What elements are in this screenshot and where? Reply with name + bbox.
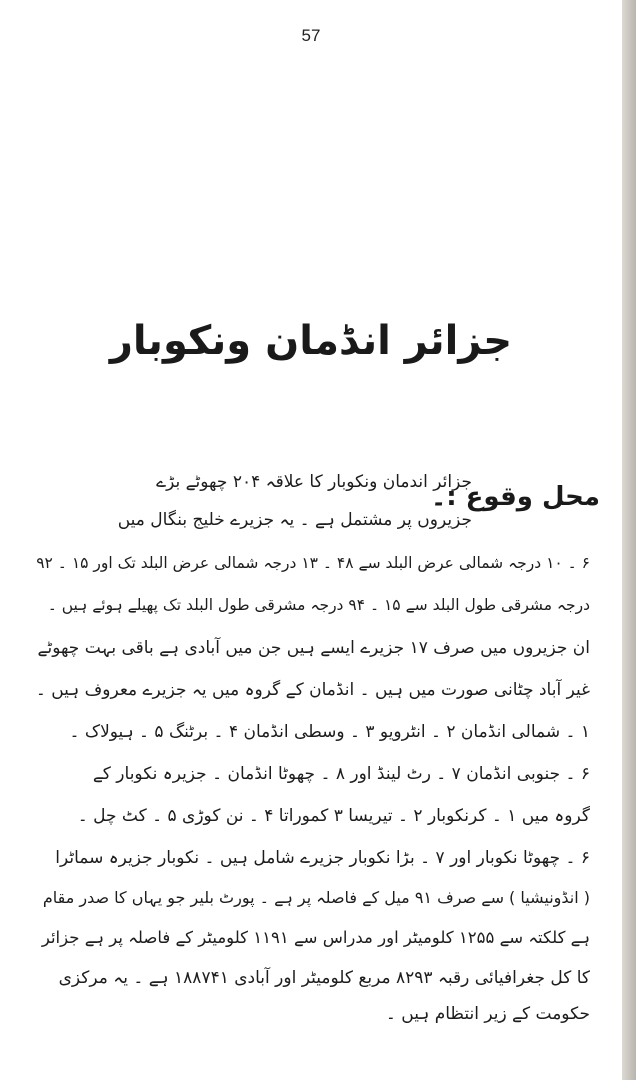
- text-line: درجہ مشرقی طول البلد سے ۱۵ ۔ ۹۴ درجہ مشرقی طول البلد تک پھیلے ہوئے ہیں ۔: [47, 596, 590, 614]
- text-line: ۶ ۔ چھوٹا نکوبار اور ۷ ۔ بڑا نکوبار جزیرے شامل ہیں ۔ نکوبار جزیرہ سماٹرا: [55, 848, 590, 868]
- text-line: جزائر اندمان ونکوبار کا علاقہ ۲۰۴ چھوٹے بڑے: [156, 472, 472, 492]
- text-line: ہے کلکتہ سے ۱۲۵۵ کلومیٹر اور مدراس سے ۱۱۹۱ کلومیٹر کے فاصلہ پر ہے جزائر: [41, 928, 590, 947]
- text-line: ۶ ۔ جنوبی انڈمان ۷ ۔ رٹ لینڈ اور ۸ ۔ چھوٹا انڈمان ۔ جزیرہ نکوبار کے: [92, 764, 590, 784]
- page-edge: [622, 0, 636, 1080]
- text-line: غیر آباد چٹانی صورت میں ہیں ۔ انڈمان کے گروہ میں یہ جزیرے معروف ہیں ۔: [35, 680, 590, 700]
- chapter-title: جزائر انڈمان ونکوبار: [109, 318, 513, 364]
- text-line: ۶ ۔ ۱۰ درجہ شمالی عرض البلد سے ۴۸ ۔ ۱۳ درجہ شمالی عرض البلد تک اور ۱۵ ۔ ۹۲: [36, 554, 590, 572]
- text-line: ( انڈونیشیا ) سے صرف ۹۱ میل کے فاصلہ پر ہے ۔ پورٹ بلیر جو یہاں کا صدر مقام: [42, 888, 590, 907]
- text-line: جزیروں پر مشتمل ہے ۔ یہ جزیرے خلیج بنگال میں: [117, 510, 472, 530]
- text-line: گروہ میں ۱ ۔ کرنکوبار ۲ ۔ تیریسا ۳ کموراتا ۴ ۔ نن کوڑی ۵ ۔ کٹ چل ۔: [77, 806, 590, 826]
- text-line: ۱ ۔ شمالی انڈمان ۲ ۔ انٹرویو ۳ ۔ وسطی انڈمان ۴ ۔ برٹنگ ۵ ۔ ہیولاک ۔: [69, 722, 590, 742]
- page-number: 57: [301, 26, 321, 45]
- section-heading: محل وقوع :۔: [430, 482, 600, 512]
- text-line: کا کل جغرافیائی رقبہ ۸۲۹۳ مربع کلومیٹر اور آبادی ۱۸۸۷۴۱ ہے ۔ یہ مرکزی: [58, 968, 590, 988]
- text-line: حکومت کے زیر انتظام ہیں ۔: [385, 1004, 590, 1024]
- text-line: ان جزیروں میں صرف ۱۷ جزیرے ایسے ہیں جن میں آبادی ہے باقی بہت چھوٹے: [37, 638, 590, 658]
